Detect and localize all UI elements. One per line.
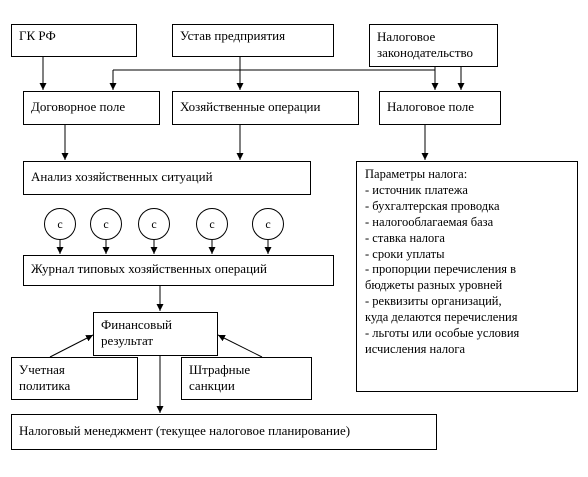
box-shtraf-line2: санкции — [189, 378, 235, 393]
circle-situation-3: с — [138, 208, 170, 240]
box-nalog-zakonodatelstvo — [369, 24, 498, 67]
circle-situation-2: с — [90, 208, 122, 240]
box-menedzh-label: Налоговый менеджмент (текущее налоговое планирование) — [19, 423, 351, 438]
params-item: - льготы или особые условия — [365, 326, 520, 341]
circle-situation-5: с — [252, 208, 284, 240]
params-title: Параметры налога: — [365, 167, 468, 181]
box-uchet-line2: политика — [19, 378, 71, 393]
box-nalog-menedzhment — [11, 414, 437, 450]
box-fin-rezultat — [93, 312, 218, 356]
box-nalogovoe-pole — [379, 91, 501, 125]
arrow-uchet-to-finrez — [50, 335, 93, 357]
box-shtraf-line1: Штрафные — [189, 362, 251, 377]
box-uchetnaya-politika — [11, 357, 138, 400]
arrow-shtraf-to-finrez — [218, 335, 262, 357]
box-analiz-label: Анализ хозяйственных ситуаций — [31, 169, 213, 184]
box-gk-rf — [11, 24, 137, 57]
box-finrez-line1: Финансовый — [101, 317, 173, 332]
box-nalog-zak-line2: законодательство — [377, 45, 474, 60]
box-finrez-line2: результат — [101, 333, 154, 348]
params-item: куда делаются перечисления — [365, 310, 518, 325]
box-gk-rf-label: ГК РФ — [19, 28, 56, 43]
box-zhurnal-label: Журнал типовых хозяйственных операций — [31, 261, 267, 276]
box-ustav-label: Устав предприятия — [180, 28, 286, 43]
box-zhurnal — [23, 255, 334, 286]
box-parametry-naloga — [356, 161, 578, 392]
circle-situation-4: с — [196, 208, 228, 240]
box-analiz — [23, 161, 311, 195]
params-item: исчисления налога — [365, 341, 466, 356]
box-hoz-operacii — [172, 91, 359, 125]
box-ustav — [172, 24, 334, 57]
box-nalogpole-label: Налоговое поле — [387, 99, 475, 114]
box-shtrafnye-sankcii — [181, 357, 312, 400]
params-item: - источник платежа — [365, 182, 468, 197]
params-item: - пропорции перечисления в — [365, 262, 517, 277]
params-item: - налогооблагаемая база — [365, 214, 494, 229]
box-hozoper-label: Хозяйственные операции — [180, 99, 321, 114]
box-dogovornoe-pole — [23, 91, 160, 125]
params-item: - реквизиты организаций, — [365, 294, 502, 309]
box-nalog-zak-line1: Налоговое — [377, 29, 436, 44]
box-dogovor-label: Договорное поле — [31, 99, 126, 114]
params-item: - бухгалтерская проводка — [365, 198, 500, 213]
params-item: - сроки уплаты — [365, 246, 445, 261]
params-item: бюджеты разных уровней — [365, 278, 503, 293]
params-item: - ставка налога — [365, 230, 445, 245]
box-uchet-line1: Учетная — [19, 362, 65, 377]
circle-situation-1: с — [44, 208, 76, 240]
